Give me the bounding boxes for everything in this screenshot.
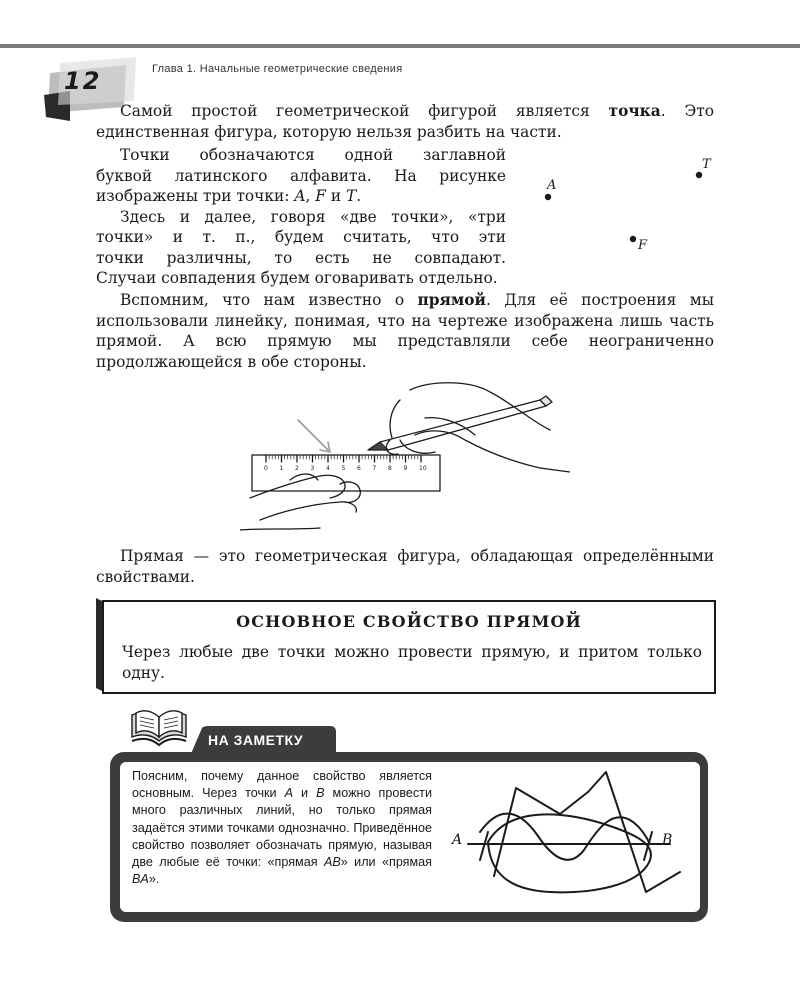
note-tab xyxy=(190,726,340,756)
top-rule xyxy=(0,44,800,48)
p3-line2: точки» и т. п., будем считать, что эти xyxy=(96,228,506,246)
p1-after: . Это единственная фигура, которую нельзя разбить на части. xyxy=(96,102,715,141)
ruler xyxy=(252,455,440,491)
ruler-number: 10 xyxy=(419,465,427,472)
note-AB: AB xyxy=(323,855,341,870)
note-B: B xyxy=(316,786,325,801)
pencil xyxy=(380,400,546,450)
property-box xyxy=(102,600,716,694)
lines-through-AB-figure xyxy=(450,764,700,910)
paragraph-notation xyxy=(96,145,506,289)
property-text: Через любые две точки можно провести прямую, и притом только одну. xyxy=(122,643,702,682)
p3-line3: точки различны, то есть не совпадают. xyxy=(96,248,506,267)
p2-line2: буквой латинского алфавита. На рисунке xyxy=(96,166,506,185)
p2-line1: Точки обозначаются одной заглавной xyxy=(120,146,506,164)
ruler-number: 5 xyxy=(341,465,346,472)
note-A: A xyxy=(284,786,293,801)
note-tab-label: НА ЗАМЕТКУ xyxy=(208,732,304,748)
p2-sep2: и xyxy=(325,187,346,205)
p3-line1: Здесь и далее, говоря «две точки», «три xyxy=(120,207,506,226)
note-t4: » или «прямая xyxy=(340,855,432,870)
wave-curve xyxy=(480,814,650,860)
book-icon xyxy=(128,707,190,751)
p1-before: Самой простой геометрической фигурой является xyxy=(120,102,609,120)
p2-line3 xyxy=(96,186,506,207)
point-F-label: F xyxy=(638,238,648,253)
ruler-number: 1 xyxy=(279,465,284,472)
paragraph-line xyxy=(96,290,714,372)
paragraph-definition: Прямая — это геометрическая фигура, обладающая определёнными свойствами. xyxy=(96,547,714,586)
p4-before: Вспомним, что нам известно о xyxy=(120,291,418,309)
note-t5: ». xyxy=(148,872,160,887)
p2-T: T xyxy=(345,187,357,205)
fig-label-A: A xyxy=(452,832,463,848)
ruler-number: 9 xyxy=(403,465,408,472)
ruler-number: 7 xyxy=(372,465,377,472)
p2-end: . xyxy=(356,187,362,205)
point-T-label: T xyxy=(702,157,711,172)
fig-label-B: B xyxy=(662,832,673,848)
note-box xyxy=(110,752,708,922)
p4-bold-line: прямой xyxy=(417,291,486,309)
points-figure xyxy=(520,150,720,260)
note-t2: и xyxy=(293,786,317,801)
property-title: ОСНОВНОЕ СВОЙСТВО ПРЯМОЙ xyxy=(236,612,582,631)
note-t3: можно провести много различных линий, но только прямая задаётся этими точками однозначно. Приведённое свойство позволяет обозначать прямую, называя две любые её точки: «прямая xyxy=(132,786,432,870)
ruler-number: 2 xyxy=(295,465,299,472)
note-text xyxy=(132,768,432,888)
tick-A xyxy=(480,832,488,860)
arrow-shaft xyxy=(298,420,328,450)
point-F-dot xyxy=(630,236,636,242)
ruler-number: 6 xyxy=(357,465,361,472)
chapter-title: Глава 1. Начальные геометрические сведения xyxy=(152,63,403,75)
p1-bold-point: точка xyxy=(608,102,661,120)
note-inner xyxy=(120,762,700,912)
p4-after: . Для её построения мы использовали линейку, понимая, что на чертеже изображена лишь часть прямой. А всю прямую мы представляли себе неограниченно продолжающейся в обе стороны. xyxy=(96,291,714,371)
p2-line3-pre: изображены три точки: xyxy=(96,187,295,205)
p2-sep1: , xyxy=(305,187,316,205)
p2-A: A xyxy=(294,187,306,205)
ruler-number: 4 xyxy=(326,465,330,472)
ruler-number: 0 xyxy=(264,465,268,472)
note-t1: Поясним, почему данное свойство является основным. Через точки xyxy=(132,769,432,801)
ruler-hand-illustration xyxy=(240,380,570,540)
note-BA: BA xyxy=(132,872,149,887)
paragraph-point xyxy=(96,101,714,142)
ruler-number: 8 xyxy=(388,465,392,472)
p3-line4: Случаи совпадения будем оговаривать отдельно. xyxy=(96,269,498,287)
page-number: 12 xyxy=(64,67,102,95)
p2-F: F xyxy=(315,187,326,205)
ruler-number: 3 xyxy=(310,465,315,472)
point-A-label: A xyxy=(547,178,557,193)
loop-curve xyxy=(488,814,651,892)
point-T-dot xyxy=(696,172,702,178)
point-A-dot xyxy=(545,194,551,200)
